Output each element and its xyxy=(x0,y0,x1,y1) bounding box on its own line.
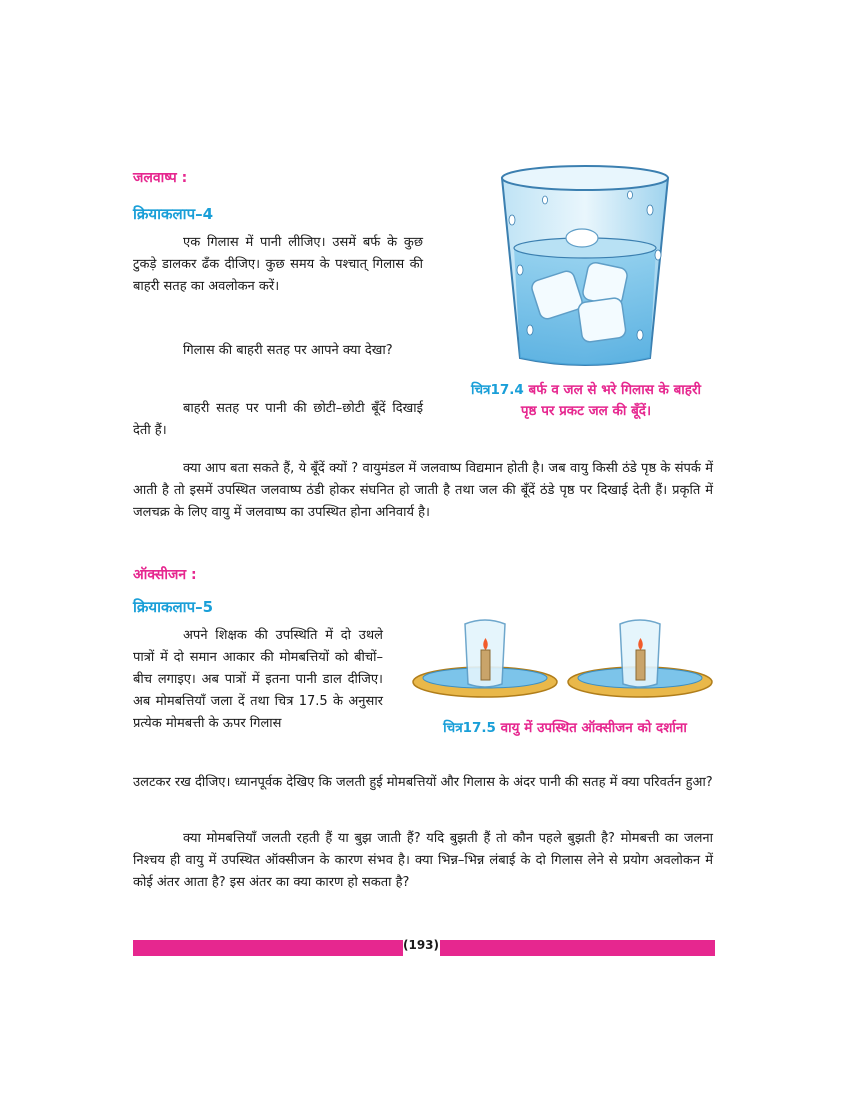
activity-4-paragraph-2: गिलास की बाहरी सतह पर आपने क्या देखा? xyxy=(183,343,393,358)
glass-with-ice-icon xyxy=(490,160,680,375)
figure-17-5-caption xyxy=(415,718,715,739)
activity-5-paragraph-1-continued: उलटकर रख दीजिए। ध्यानपूर्वक देखिए कि जलती हुई मोमबत्तियों और गिलास के अंदर पानी की सतह में क्या परिवर्तन हुआ? xyxy=(133,775,713,790)
activity-5-title: क्रियाकलाप–5 xyxy=(133,598,214,616)
page-number: (193) xyxy=(403,938,440,952)
figure-17-4-number: चित्र17.4 xyxy=(470,382,524,398)
footer-bar-left xyxy=(133,940,403,956)
activity-5-paragraph-2: क्या मोमबत्तियाँ जलती रहती हैं या बुझ जाती हैं? यदि बुझती हैं तो कौन पहले बुझती है? मोमबत्ती का जलना निश्चय ही वायु में उपस्थित ऑक्सीजन के कारण संभव है। क्या भिन्न–भिन्न लंबाई के दो गिलास लेने से प्रयोग अवलोकन में कोई अंतर आता है? इस अंतर का क्या कारण हो सकता है? xyxy=(133,831,713,890)
figure-17-5-number: चित्र17.5 xyxy=(443,720,496,736)
figure-17-4-caption xyxy=(462,380,710,422)
figure-17-4-illustration xyxy=(490,160,680,375)
figure-17-5-illustration xyxy=(410,612,715,704)
activity-5-paragraph-1: अपने शिक्षक की उपस्थिति में दो उथले पात्रों में दो समान आकार की मोमबत्तियों को बीचों–बीच लगाइए। अब पात्रों में इतना पानी डाल दीजिए। अब मोमबत्तियाँ जला दें तथा चित्र 17.5 के अनुसार प्रत्येक मोमबत्ती के ऊपर गिलास xyxy=(133,628,383,731)
footer-bar-right xyxy=(440,940,715,956)
activity-4-paragraph-1: एक गिलास में पानी लीजिए। उसमें बर्फ के कुछ टुकड़े डालकर ढँक दीजिए। कुछ समय के पश्चात् गिलास की बाहरी सतह का अवलोकन करें। xyxy=(133,235,423,294)
section-heading-oxygen: ऑक्सीजन : xyxy=(133,567,197,583)
figure-17-4-caption-text: बर्फ व जल से भरे गिलास के बाहरी पृष्ठ पर प्रकट जल की बूँदें। xyxy=(520,382,701,419)
activity-4-paragraph-3: बाहरी सतह पर पानी की छोटी–छोटी बूँदें दिखाई देती हैं। xyxy=(133,401,423,438)
section-heading-water-vapour: जलवाष्प : xyxy=(133,170,188,186)
water-vapour-explanation: क्या आप बता सकते हैं, ये बूँदें क्यों ? वायुमंडल में जलवाष्प विद्यमान होती है। जब वायु किसी ठंडे पृष्ठ के संपर्क में आती है तो इसमें उपस्थित जलवाष्प ठंडी होकर संघनित हो जाती है तथा जल की बूँदें ठंडे पृष्ठ पर दिखाई देती हैं। प्रकृति में जलचक्र के लिए वायु में जलवाष्प का उपस्थित होना अनिवार्य है। xyxy=(133,461,713,520)
candles-under-glass-icon xyxy=(410,612,715,704)
figure-17-5-caption-text: वायु में उपस्थित ऑक्सीजन को दर्शाना xyxy=(500,720,687,736)
activity-4-title: क्रियाकलाप–4 xyxy=(133,205,214,223)
